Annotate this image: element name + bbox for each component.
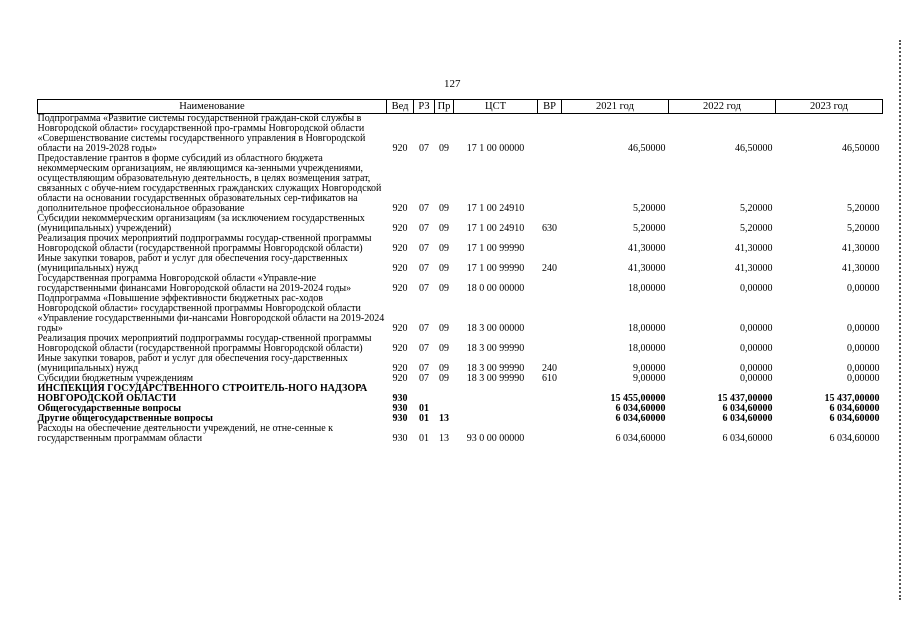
page-edge-scan-artifact [899,40,905,600]
header-vr: ВР [538,100,562,114]
cell-vr: 630 [542,223,557,234]
cell-y2023: 0,00000 [847,373,880,384]
cell-y2022: 0,00000 [740,343,773,354]
cell-y2022: 41,30000 [735,243,773,254]
cell-ved: 930 [392,433,408,444]
cell-vr: 610 [542,373,557,384]
cell-pr: 13 [439,413,449,424]
cell-ved: 930 [392,403,408,414]
cell-rz: 01 [419,433,429,444]
cell-name: Государственная программа Новгородской области «Управле-ние государственными финансами Новгородской области на 2019-2024 годы» [37,273,352,294]
cell-vr [538,384,562,404]
cell-ved: 920 [392,323,408,334]
cell-cst: 17 1 00 99990 [466,263,525,274]
cell-y2021: 9,00000 [633,373,666,384]
cell-ved: 920 [392,373,408,384]
cell-rz: 07 [419,363,429,374]
table-row [38,154,883,214]
cell-y2021: 6 034,60000 [615,433,666,444]
cell-rz: 07 [419,143,429,154]
cell-y2023: 15 437,00000 [824,393,880,404]
cell-cst: 17 1 00 00000 [466,143,525,154]
cell-y2022: 6 034,60000 [722,433,773,444]
cell-y2023: 41,30000 [842,263,880,274]
cell-name: ИНСПЕКЦИЯ ГОСУДАРСТВЕННОГО СТРОИТЕЛЬ-НОГО НАДЗОРА НОВГОРОДСКОЙ ОБЛАСТИ [37,383,368,404]
table-row [38,354,883,374]
cell-pr: 09 [439,263,449,274]
cell-ved: 930 [392,413,408,424]
cell-cst [454,414,538,424]
cell-ved: 930 [392,393,408,404]
cell-rz: 07 [419,373,429,384]
cell-cst: 18 3 00 99990 [466,343,525,354]
table-row [38,294,883,334]
header-2022: 2022 год [669,100,776,114]
cell-vr [538,154,562,214]
cell-y2021: 6 034,60000 [615,403,666,414]
cell-vr [538,334,562,354]
cell-vr [538,424,562,444]
cell-y2023: 6 034,60000 [829,413,880,424]
cell-rz: 07 [419,243,429,254]
cell-y2023: 0,00000 [847,323,880,334]
cell-ved: 920 [392,243,408,254]
cell-ved: 920 [392,263,408,274]
table-row [38,424,883,444]
cell-name: Расходы на обеспечение деятельности учреждений, не отне-сенные к государственным программам области [37,423,334,444]
header-2021: 2021 год [562,100,669,114]
cell-y2022: 46,50000 [735,143,773,154]
cell-rz: 07 [419,263,429,274]
cell-ved: 920 [392,363,408,374]
cell-rz: 01 [419,413,429,424]
cell-y2023: 41,30000 [842,243,880,254]
cell-y2022: 6 034,60000 [722,403,773,414]
header-pr: Пр [435,100,454,114]
cell-y2021: 18,00000 [628,283,666,294]
cell-y2022: 0,00000 [740,323,773,334]
cell-cst: 17 1 00 99990 [466,243,525,254]
table-row [38,384,883,404]
cell-y2021: 5,20000 [633,203,666,214]
table-row [38,254,883,274]
cell-vr [538,234,562,254]
cell-y2021: 18,00000 [628,323,666,334]
cell-ved: 920 [392,343,408,354]
cell-name: Общегосударственные вопросы [37,403,182,414]
cell-name: Иные закупки товаров, работ и услуг для обеспечения госу-дарственных (муниципальных) нужд [37,353,348,374]
cell-name: Другие общегосударственные вопросы [37,413,213,424]
cell-ved: 920 [392,203,408,214]
cell-rz: 01 [419,403,429,414]
cell-y2023: 6 034,60000 [829,403,880,414]
header-2023: 2023 год [776,100,883,114]
cell-y2021: 18,00000 [628,343,666,354]
cell-y2021: 5,20000 [633,223,666,234]
cell-cst: 17 1 00 24910 [466,203,525,214]
cell-pr: 09 [439,283,449,294]
header-rz: РЗ [414,100,435,114]
cell-vr [538,274,562,294]
cell-y2023: 6 034,60000 [829,433,880,444]
cell-y2022: 0,00000 [740,373,773,384]
cell-y2021: 6 034,60000 [615,413,666,424]
header-cst: ЦСТ [454,100,538,114]
cell-cst: 17 1 00 24910 [466,223,525,234]
table-body [38,114,883,445]
cell-y2022: 41,30000 [735,263,773,274]
cell-vr [538,114,562,155]
cell-y2021: 41,30000 [628,243,666,254]
cell-pr: 09 [439,363,449,374]
cell-y2023: 5,20000 [847,223,880,234]
cell-y2023: 0,00000 [847,283,880,294]
cell-y2021: 46,50000 [628,143,666,154]
cell-y2023: 0,00000 [847,343,880,354]
cell-cst: 18 3 00 99990 [466,373,525,384]
cell-name: Подпрограмма «Развитие системы государственной граждан-ской службы в Новгородской области» государственной про-граммы Новгородской области «Совершенствование системы государственного управления в Новгородской области на 2019-2028 годы» [37,113,366,154]
header-ved: Вед [387,100,414,114]
cell-pr: 13 [439,433,449,444]
cell-name: Подпрограмма «Повышение эффективности бюджетных рас-ходов Новгородской области» государственной программы Новгородской области «Управление государственными фи-нансами Новгородской области на 2019-2024 годы» [37,293,385,334]
cell-y2021: 9,00000 [633,363,666,374]
cell-pr: 09 [439,343,449,354]
cell-rz: 07 [419,283,429,294]
cell-vr [538,404,562,414]
cell-pr [435,384,454,404]
table-row [38,234,883,254]
cell-ved: 920 [392,143,408,154]
table-row [38,214,883,234]
cell-vr [538,414,562,424]
budget-table [37,99,883,444]
page-number: 127 [444,78,461,90]
cell-rz: 07 [419,223,429,234]
cell-rz: 07 [419,323,429,334]
cell-y2022: 15 437,00000 [717,393,773,404]
cell-name: Реализация прочих мероприятий подпрограммы государ-ственной программы Новгородской области (государственной программы Новгородской области) [37,233,372,254]
cell-y2022: 6 034,60000 [722,413,773,424]
cell-pr: 09 [439,203,449,214]
cell-pr: 09 [439,323,449,334]
cell-vr: 240 [542,263,557,274]
cell-y2022: 0,00000 [740,283,773,294]
cell-cst: 18 0 00 00000 [466,283,525,294]
cell-name: Иные закупки товаров, работ и услуг для обеспечения госу-дарственных (муниципальных) нужд [37,253,348,274]
cell-cst: 18 3 00 99990 [466,363,525,374]
cell-rz [414,384,435,404]
cell-y2022: 5,20000 [740,203,773,214]
table-row [38,274,883,294]
cell-pr: 09 [439,243,449,254]
cell-y2023: 46,50000 [842,143,880,154]
cell-rz: 07 [419,343,429,354]
cell-vr [538,294,562,334]
cell-pr: 09 [439,143,449,154]
cell-rz: 07 [419,203,429,214]
cell-vr: 240 [542,363,557,374]
cell-cst [454,404,538,414]
cell-pr: 09 [439,223,449,234]
table-row [38,334,883,354]
cell-name: Субсидии некоммерческим организациям (за исключением государственных (муниципальных) учреждений) [37,213,365,234]
cell-name: Реализация прочих мероприятий подпрограммы государ-ственной программы Новгородской области (государственной программы Новгородской области) [37,333,372,354]
cell-pr: 09 [439,373,449,384]
table-row [38,114,883,155]
cell-y2021: 15 455,00000 [610,393,666,404]
cell-name: Субсидии бюджетным учреждениям [37,373,194,384]
cell-cst: 93 0 00 00000 [466,433,525,444]
cell-y2023: 0,00000 [847,363,880,374]
cell-name: Предоставление грантов в форме субсидий из областного бюджета некоммерческим организациям, не являющимся ка-зенными учреждениями, осуществляющим образовательную деятельность, в целях возмещения затрат, связанных с обуче-нием государственных гражданских служащих Новгородской области на основании государственных образовательных сер-тификатов на дополнительное профессиональное образование [37,153,382,214]
cell-y2023: 5,20000 [847,203,880,214]
header-name: Наименование [38,100,387,114]
cell-y2022: 5,20000 [740,223,773,234]
cell-ved: 920 [392,223,408,234]
cell-cst [454,384,538,404]
cell-cst: 18 3 00 00000 [466,323,525,334]
cell-ved: 920 [392,283,408,294]
cell-y2022: 0,00000 [740,363,773,374]
table-header-row [38,100,883,114]
cell-y2021: 41,30000 [628,263,666,274]
